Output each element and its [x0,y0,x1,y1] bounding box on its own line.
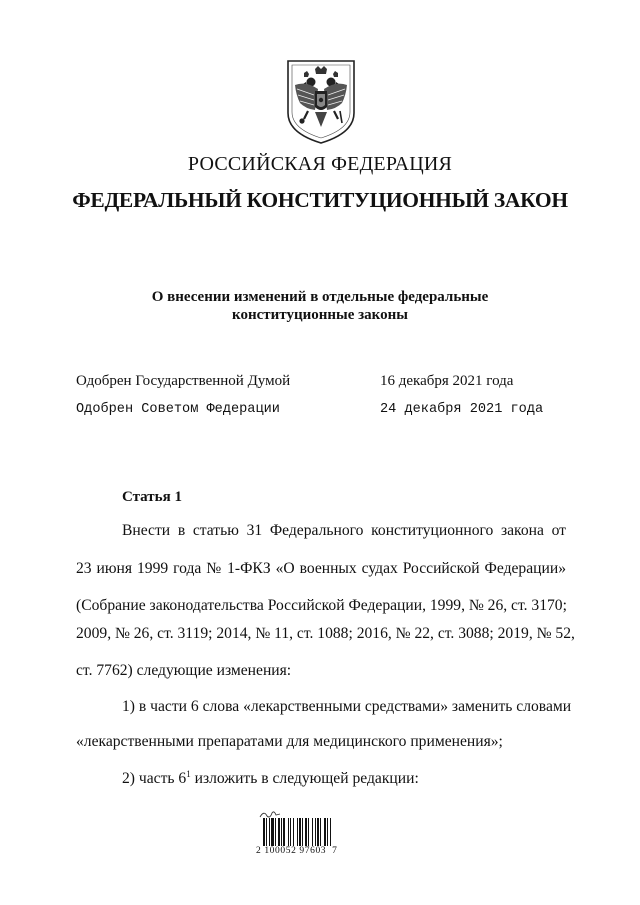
law-title [0,288,640,324]
paragraph-line: Внести в статью 31 Федерального конституционного закона от [122,522,566,539]
law-title-line: конституционные законы [232,307,408,323]
list-item-line [122,769,419,788]
barcode-bar [305,818,307,846]
barcode-bar [299,818,301,846]
paragraph-line: 2009, № 26, ст. 3119; 2014, № 11, ст. 1088; 2016, № 22, ст. 3088; 2019, № 52, [76,625,575,642]
approval-duma-date: 16 декабря 2021 года [380,373,514,389]
barcode-bar [278,818,280,846]
barcode-bar [315,818,316,846]
barcode-bar [288,818,289,846]
article-heading: Статья 1 [122,489,182,505]
law-title-line: О внесении изменений в отдельные федеральные [151,289,489,305]
superscript: 1 [186,769,191,779]
approval-council-label: Одобрен Советом Федерации [76,402,280,417]
barcode-bar [327,818,328,846]
paragraph-line: ст. 7762) следующие изменения: [76,662,292,679]
document-type-heading: ФЕДЕРАЛЬНЫЙ КОНСТИТУЦИОННЫЙ ЗАКОН [72,188,568,212]
list-item-line: «лекарственными препаратами для медицинского применения»; [76,733,503,750]
barcode-bar [330,818,331,846]
barcode-bar [266,818,267,846]
item-text: изложить в следующей редакции: [190,770,419,787]
barcode [263,818,355,846]
barcode-bar [290,818,291,846]
barcode-bar [281,818,282,846]
barcode-bar [312,818,313,846]
barcode-bar [263,818,265,846]
barcode-bar [320,818,321,846]
barcode-bar [283,818,285,846]
barcode-bar [269,818,270,846]
barcode-bar [324,818,326,846]
country-name: РОССИЙСКАЯ ФЕДЕРАЦИЯ [187,153,453,175]
approval-council-date: 24 декабря 2021 года [380,402,544,417]
barcode-bar [275,818,276,846]
barcode-bar [297,818,298,846]
paragraph-line: (Собрание законодательства Российской Федерации, 1999, № 26, ст. 3170; [76,597,567,614]
barcode-bar [302,818,303,846]
barcode-bar [317,818,319,846]
approval-duma-label: Одобрен Государственной Думой [76,373,291,389]
barcode-number: 2 100052 97603 7 [256,846,338,856]
coat-of-arms-emblem [282,55,360,145]
item-text: 2) часть 6 [122,770,187,787]
paragraph-line: 23 июня 1999 года № 1-ФКЗ «О военных судах Российской Федерации» [76,560,566,577]
list-item-line: 1) в части 6 слова «лекарственными средствами» заменить словами [122,698,572,715]
barcode-bar [293,818,294,846]
barcode-bar [308,818,309,846]
barcode-bar [271,818,274,846]
